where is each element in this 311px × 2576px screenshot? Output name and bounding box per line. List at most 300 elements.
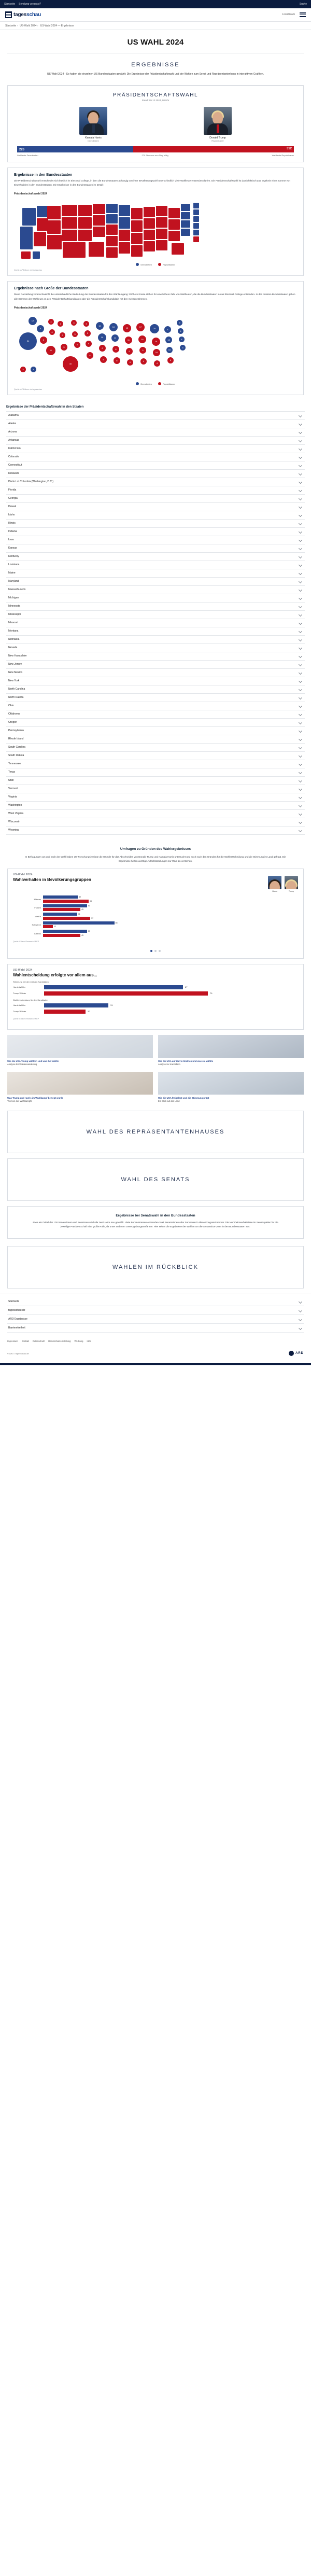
chevron-down-icon: [299, 571, 302, 575]
chevron-down-icon: [299, 522, 302, 525]
footer-strip: [0, 1363, 311, 1365]
teaser-title[interactable]: Wie die USA auf Harris blickten und was sie wählte: [158, 1059, 214, 1062]
accordion-row[interactable]: [6, 544, 305, 553]
ard-dot-icon: [289, 1351, 294, 1356]
map1-source: Quelle: AP/Edison via tagesschau: [14, 269, 42, 272]
reason-value: 31: [110, 1004, 113, 1007]
map1-title: Ergebnisse in den Bundesstaaten: [14, 173, 73, 177]
legend-dem: Demokraten: [140, 263, 152, 267]
accordion-row[interactable]: [6, 694, 305, 702]
accordion-row-label: Oregon: [8, 721, 17, 724]
group-row: [13, 921, 298, 929]
breadcrumb: [0, 22, 311, 30]
group-row: [13, 904, 298, 912]
group-dem-value: 86: [115, 921, 118, 924]
group-label: Latinos: [34, 932, 41, 935]
teaser-grid: [7, 1035, 304, 1103]
chevron-down-icon: [299, 1318, 302, 1321]
accordion-row[interactable]: [6, 702, 305, 710]
footer-row[interactable]: [7, 1306, 304, 1315]
chevron-down-icon: [299, 538, 302, 542]
candidate-duel: [8, 107, 303, 142]
topbar-link-sendung[interactable]: Sendung verpasst?: [19, 3, 41, 6]
chevron-down-icon: [299, 464, 302, 467]
group-label: Männer: [34, 898, 41, 901]
candidate-party: Demokraten: [88, 139, 99, 142]
accordion-row-label: Illinois: [8, 522, 16, 525]
voting-behaviour-card: [7, 869, 304, 959]
accordion-row[interactable]: [6, 661, 305, 669]
chevron-down-icon: [299, 1326, 302, 1330]
footer-link[interactable]: Werbung: [74, 1340, 83, 1343]
candidate-harris: [70, 107, 117, 142]
decision-reason-card: [7, 964, 304, 1030]
accordion-row-label: Idaho: [8, 513, 15, 517]
group-label: Schwarze: [32, 923, 41, 927]
accordion-row[interactable]: [6, 810, 305, 818]
chevron-down-icon: [299, 795, 302, 799]
harris-electoral-votes: 226: [19, 148, 25, 151]
card2-kicker: US-Wahl 2024: [13, 968, 33, 972]
chevron-down-icon: [299, 679, 302, 683]
group-row: [13, 913, 298, 920]
accordion-row[interactable]: [6, 553, 305, 561]
chevron-down-icon: [299, 563, 302, 567]
footer-row[interactable]: [7, 1324, 304, 1333]
group-dem-value: 42: [79, 896, 81, 899]
card1-head: Wahlverhalten in Bevölkerungsgruppen: [13, 877, 91, 883]
bubble-map-module: [7, 281, 304, 395]
accordion-row-label: Texas: [8, 771, 16, 774]
chevron-down-icon: [299, 414, 302, 417]
group-dem-value: 41: [78, 913, 80, 916]
chevron-down-icon: [299, 580, 302, 583]
accordion-row[interactable]: [6, 437, 305, 445]
accordion-row[interactable]: [6, 520, 305, 528]
accordion-row-label: Vermont: [8, 787, 18, 791]
candidate-party: Republikaner: [211, 139, 224, 142]
accordion-row-label: Wisconsin: [8, 820, 20, 824]
accordion-row[interactable]: [6, 744, 305, 752]
states-accordion: [6, 411, 305, 835]
electoral-bar-wrap: [8, 142, 303, 162]
accordion-row-label: Maryland: [8, 580, 19, 583]
chevron-down-icon: [299, 555, 302, 558]
accordion-row-label: Missouri: [8, 621, 18, 625]
accordion-row[interactable]: [6, 495, 305, 503]
candidate-name: Kamala Harris: [85, 136, 102, 139]
teaser-subtitle: Ein Blick auf das Land: [158, 1100, 180, 1103]
chevron-down-icon: [299, 547, 302, 550]
accordion-row[interactable]: [6, 511, 305, 520]
chevron-down-icon: [299, 721, 302, 724]
states-accordion-title: Ergebnisse der Präsidentschaftswahl in den Staaten: [6, 405, 84, 409]
accordion-row[interactable]: [6, 760, 305, 768]
accordion-row-label: Arkansas: [8, 439, 19, 442]
footer-row-label: Barrierefreiheit: [8, 1326, 25, 1330]
breadcrumb-item-1[interactable]: US-Wahl 2024 ›: [20, 24, 38, 27]
chevron-down-icon: [299, 704, 302, 708]
carousel-dots[interactable]: [13, 947, 298, 953]
chevron-down-icon: [299, 688, 302, 691]
reason-label: Harris Wähler: [13, 986, 26, 989]
accordion-row-label: Iowa: [8, 538, 14, 542]
accordion-row-label: New Jersey: [8, 663, 22, 666]
legend-rep: Republikaner: [163, 263, 175, 267]
chevron-down-icon: [299, 812, 302, 816]
chevron-down-icon: [299, 447, 302, 451]
accordion-row-label: North Dakota: [8, 696, 24, 699]
legend-rep: Republikaner: [163, 382, 175, 385]
accordion-row[interactable]: [6, 428, 305, 437]
accordion-row-label: Ohio: [8, 704, 14, 708]
teaser-thumbnail: [7, 1035, 153, 1058]
chevron-down-icon: [299, 422, 302, 426]
chevron-down-icon: [299, 472, 302, 475]
senate-text: Etwa ein Drittel der 100 Senatorinnen und Senatoren wird alle zwei Jahre neu gewählt. Viele Bundesstaaten entsenden zwei Senatorinnen oder Senatoren in diese Kongresskammer. Die Mehrheitsverhältnisse im Senat spielen für die jeweilige Präsidentschaft eine große Rolle, da unter anderem Gesetzgebungsverfahren. Hier sehen die Ergebnisse der Wahlen um die Senatssitze 2024 in den Bundesstaaten aus:: [33, 1221, 278, 1228]
group-label: Frauen: [34, 906, 41, 909]
chevron-down-icon: [299, 596, 302, 600]
accordion-row-label: Rhode Island: [8, 737, 24, 741]
accordion-row[interactable]: [6, 627, 305, 636]
footer-rows: [0, 1294, 311, 1336]
accordion-row-label: South Carolina: [8, 746, 26, 749]
accordion-row-label: Kentucky: [8, 555, 19, 558]
card2-sub2: Wahlentscheidung für den Kandidaten: [13, 998, 48, 1001]
accordion-row-label: Maine: [8, 571, 16, 575]
accordion-row-label: Delaware: [8, 472, 20, 475]
footer-links: [0, 1336, 311, 1347]
accordion-row-label: Pennsylvania: [8, 729, 24, 733]
page-title: US WAHL 2024: [127, 38, 184, 47]
accordion-row[interactable]: [6, 727, 305, 735]
group-dem-value: 53: [88, 904, 90, 907]
umfragen-text: In Befragungen am und nach der Wahl haben US-Forschungsinstitute die Gründe für das Abschneiden von Donald Trump und Kamala Harris untersucht und auch nach den Gründen für die Wahlentscheidung und die Stimmung im Land gefragt. Die Ergebnisse helfen wichtige Aufschlüsselungen zur Wahl zu verstehen.: [25, 855, 286, 863]
candidate-trump: [194, 107, 241, 142]
teaser-item[interactable]: [7, 1072, 153, 1103]
senate-results-block: [7, 1206, 304, 1239]
carousel-dot-1[interactable]: [150, 950, 152, 952]
mini-candidate-name: Harris: [272, 890, 277, 893]
us-choropleth-map[interactable]: [13, 198, 298, 260]
chevron-down-icon: [299, 820, 302, 824]
accordion-row[interactable]: [6, 677, 305, 685]
teaser-title[interactable]: Wie die USA freigelegt und die Stimmung prägt: [158, 1096, 209, 1099]
accordion-row-label: New Mexico: [8, 671, 23, 675]
card2-rows-group-a: [13, 985, 298, 996]
accordion-row-label: Washington: [8, 804, 22, 807]
accordion-row[interactable]: [6, 827, 305, 835]
map2-title: Ergebnisse nach Größe der Bundesstaaten: [14, 287, 89, 291]
candidate-name: Donald Trump: [209, 136, 226, 139]
chevron-down-icon: [299, 779, 302, 782]
map2-label: Präsidentschaftswahl 2024: [14, 306, 47, 310]
accordion-row[interactable]: [6, 478, 305, 486]
accordion-row[interactable]: [6, 818, 305, 827]
site-header: [0, 8, 311, 22]
avatar: [204, 107, 232, 135]
bar-right-label: Wahlleute Republikaner: [272, 153, 294, 157]
search-icon[interactable]: Suche: [299, 3, 307, 6]
accordion-row-label: Hawaii: [8, 505, 17, 509]
chevron-down-icon: [299, 588, 302, 592]
accordion-row[interactable]: [6, 470, 305, 478]
chevron-down-icon: [299, 663, 302, 666]
bar-left-label: Wahlleute Demokraten: [17, 153, 38, 157]
reason-label: Trump Wähler: [13, 992, 26, 995]
house-section: WAHL DES REPRÄSENTANTENHAUSES: [7, 1111, 304, 1153]
teaser-thumbnail: [158, 1035, 304, 1058]
accordion-row[interactable]: [6, 611, 305, 619]
chevron-down-icon: [299, 513, 302, 517]
accordion-row-label: Colorado: [8, 455, 19, 459]
avatar: [79, 107, 107, 135]
carousel-dot-2[interactable]: [154, 950, 157, 952]
accordion-row[interactable]: [6, 669, 305, 677]
accordion-row-label: Alabama: [8, 414, 19, 417]
breadcrumb-item-0[interactable]: Startseite ›: [5, 24, 18, 27]
card2-head: Wahlentscheidung erfolgte vor allem aus...: [13, 972, 97, 977]
reason-label: Harris Wähler: [13, 1004, 26, 1007]
map1-label: Präsidentschaftswahl 2024: [14, 192, 47, 196]
reason-row: [13, 991, 298, 996]
footer-link[interactable]: Hilfe: [87, 1340, 91, 1343]
mini-candidate-harris: [268, 876, 281, 892]
accordion-row[interactable]: [6, 768, 305, 777]
chevron-down-icon: [299, 605, 302, 608]
footer-row[interactable]: [7, 1297, 304, 1306]
ard-label: ARD: [295, 1352, 304, 1355]
accordion-row[interactable]: [6, 752, 305, 760]
accordion-row-label: Tennessee: [8, 762, 21, 766]
accordion-row-label: New York: [8, 679, 20, 683]
accordion-row[interactable]: [6, 461, 305, 470]
logo[interactable]: [5, 11, 41, 18]
footer-row-label: ARD Ergebnisse: [8, 1318, 27, 1321]
footer-link[interactable]: Kontakt: [21, 1340, 29, 1343]
accordion-row[interactable]: [6, 486, 305, 495]
accordion-row[interactable]: [6, 802, 305, 810]
chevron-down-icon: [299, 530, 302, 534]
chevron-down-icon: [299, 671, 302, 675]
chevron-down-icon: [299, 771, 302, 774]
accordion-row-label: South Dakota: [8, 754, 24, 758]
footer-row-label: Startseite: [8, 1300, 20, 1304]
group-rep-value: 45: [81, 908, 83, 911]
teaser-item[interactable]: [158, 1072, 304, 1103]
senate-title: Ergebnisse bei Senatswahl in den Bundesstaaten: [116, 1213, 195, 1217]
group-row: [13, 930, 298, 937]
accordion-row[interactable]: [6, 453, 305, 461]
accordion-row[interactable]: [6, 586, 305, 594]
accordion-row[interactable]: [6, 536, 305, 544]
mini-candidate-name: Trump: [288, 890, 294, 893]
accordion-row-label: Massachusetts: [8, 588, 26, 592]
trump-electoral-votes: 312: [286, 147, 292, 150]
teaser-subtitle: Analyse zur Kandidatin: [158, 1063, 180, 1066]
accordion-row-label: Montana: [8, 629, 19, 633]
accordion-row-label: Mississippi: [8, 613, 21, 617]
reason-value: 79: [210, 992, 213, 995]
chevron-down-icon: [299, 646, 302, 650]
footer-link[interactable]: Impressum: [7, 1340, 18, 1343]
ergebnisse-heading: ERGEBNISSE: [131, 62, 180, 68]
utility-topbar: [0, 0, 311, 8]
bar-needed-label: 270 Stimmen zum Sieg nötig: [142, 153, 168, 157]
card2-source: Quelle: Edison Research / NEP: [13, 1017, 39, 1020]
teaser-item[interactable]: [7, 1035, 153, 1067]
accordion-row-label: Virginia: [8, 795, 17, 799]
presidential-heading: PRÄSIDENTSCHAFTSWAHL: [112, 92, 199, 98]
accordion-row[interactable]: [6, 561, 305, 569]
teaser-subtitle: Analyse der Wählerwanderung: [7, 1063, 37, 1066]
chevron-down-icon: [299, 480, 302, 484]
accordion-row[interactable]: [6, 652, 305, 661]
state-map-module: [7, 167, 304, 276]
logo-suffix: schau: [26, 12, 41, 18]
accordion-row-label: Michigan: [8, 596, 19, 600]
accordion-row[interactable]: [6, 503, 305, 511]
teaser-subtitle: Themen des Wahlkampfs: [7, 1100, 32, 1103]
accordion-row[interactable]: [6, 636, 305, 644]
chevron-down-icon: [299, 829, 302, 832]
accordion-row[interactable]: [6, 445, 305, 453]
chevron-down-icon: [299, 787, 302, 791]
accordion-row-label: Indiana: [8, 530, 17, 534]
card2-rows-group-b: [13, 1003, 298, 1014]
accordion-row-label: Utah: [8, 779, 14, 782]
accordion-row[interactable]: [6, 528, 305, 536]
accordion-row-label: Nevada: [8, 646, 18, 650]
chevron-down-icon: [299, 505, 302, 509]
chevron-down-icon: [299, 439, 302, 442]
accordion-row[interactable]: [6, 578, 305, 586]
accordion-row-label: Georgia: [8, 497, 18, 500]
accordion-row[interactable]: [6, 603, 305, 611]
teaser-thumbnail: [7, 1072, 153, 1095]
site-footer: [0, 1294, 311, 1365]
ard-logo: [289, 1351, 304, 1356]
accordion-row[interactable]: [6, 719, 305, 727]
card2-sub1: Stimmung bei den meisten Kandidaten: [13, 980, 49, 983]
reason-row: [13, 1003, 298, 1007]
footer-link[interactable]: Datenschutz: [32, 1340, 45, 1343]
accordion-row-label: Louisiana: [8, 563, 20, 567]
topbar-left: [4, 3, 41, 6]
chevron-down-icon: [299, 712, 302, 716]
accordion-row-label: Kansas: [8, 547, 17, 550]
footer-link[interactable]: Datenschutzeinstellung: [48, 1340, 71, 1343]
chevron-down-icon: [299, 488, 302, 492]
accordion-row-label: Kalifornien: [8, 447, 21, 451]
accordion-row-label: New Hampshire: [8, 654, 27, 658]
teaser-item[interactable]: [158, 1035, 304, 1067]
electoral-bar: [17, 146, 294, 152]
us-bubble-map[interactable]: 54 12 8 6 4 4 11 4 3 5 40 3 3 6 3 5 6 8 10 19 6 8 10 11 8 6 15 11 9 6 17 16 9 4 28 19 16 4 4 13 10 6 3 4 4 3 3 4: [13, 312, 298, 379]
accordion-row[interactable]: [6, 710, 305, 719]
card1-source: Quelle: Edison Research / NEP: [13, 940, 39, 943]
carousel-dot-3[interactable]: [159, 950, 161, 952]
accordion-row-label: Minnesota: [8, 605, 21, 608]
chevron-down-icon: [299, 737, 302, 741]
accordion-row[interactable]: [6, 619, 305, 627]
accordion-row[interactable]: [6, 785, 305, 793]
rueckblick-section: WAHLEN IM RÜCKBLICK: [7, 1246, 304, 1289]
chevron-down-icon: [299, 1300, 302, 1304]
logo-mark-icon: [5, 11, 12, 18]
header-right: [282, 11, 306, 18]
accordion-row-label: North Carolina: [8, 688, 25, 691]
accordion-row-label: Arizona: [8, 430, 17, 434]
mini-candidate-trump: [285, 876, 298, 892]
accordion-row[interactable]: [6, 412, 305, 420]
umfragen-title: Umfragen zu Gründen des Wahlergebnisses: [120, 847, 191, 851]
logo-prefix: tages: [13, 12, 27, 18]
topbar-right: [300, 3, 307, 6]
group-label: Weiße: [35, 915, 41, 918]
footer-row[interactable]: [7, 1315, 304, 1324]
reason-value: 67: [185, 986, 188, 989]
accordion-row-label: District of Columbia (Washington, D.C.): [8, 480, 54, 484]
map2-legend: [8, 379, 303, 386]
reason-row: [13, 1010, 298, 1014]
chevron-down-icon: [299, 613, 302, 617]
chevron-down-icon: [299, 1309, 302, 1312]
teaser-title[interactable]: Was Trump und Harris im Wahlkampf bewegt wurde: [7, 1096, 63, 1099]
accordion-row[interactable]: [6, 644, 305, 652]
accordion-row-label: Oklahoma: [8, 712, 20, 716]
presidential-result-module: [7, 86, 304, 162]
footer-row-label: tagesschau.de: [8, 1309, 25, 1312]
accordion-row[interactable]: [6, 793, 305, 802]
accordion-row-label: West Virginia: [8, 812, 24, 816]
map1-legend: [8, 260, 303, 267]
accordion-row-label: Nebraska: [8, 638, 20, 641]
map2-text: Diese Darstellung veranschaulicht die unterschiedliche Bedeutung der Bundesstaaten für den Wahlausgang: Größere Kreise stehen für eine höhere Zahl von Wahlleuten, die die Bundesstaaten in das Electoral College entsenden. In den meisten Bundesstaaten gehen alle Stimmen der Wahlleute an den Präsidentschaftskandidaten oder die Präsidentschaftskandidatin mit den meisten Stimmen.: [14, 293, 295, 300]
accordion-row[interactable]: [6, 420, 305, 428]
accordion-row-label: Florida: [8, 488, 17, 492]
chevron-down-icon: [299, 430, 302, 434]
group-rep-value: 57: [91, 917, 94, 919]
livestream-label[interactable]: Livestream: [282, 13, 295, 17]
accordion-row[interactable]: [6, 594, 305, 603]
map2-source: Quelle: AP/Edison via tagesschau: [14, 388, 42, 390]
reason-value: 20: [88, 1010, 90, 1013]
map1-text: Die Präsidentschaftswahl entscheidet sich letztlich im Electoral College, in dem die Bundesstaaten abhängig von ihrer Bevölkerungszahl unterschiedlich viele Wahlleute entsenden dürfen. Die Präsidentschaftswahl ist damit faktisch aus Ergebnis einer Summe von Einzelwahlen in den Bundesstaaten. Die Ergebnisse in den Bundesstaaten im Detail:: [14, 179, 290, 187]
accordion-row[interactable]: [6, 777, 305, 785]
accordion-row-label: Wyoming: [8, 829, 19, 832]
chevron-down-icon: [299, 621, 302, 625]
group-rep-value: 12: [54, 926, 56, 928]
accordion-row[interactable]: [6, 569, 305, 578]
reason-row: [13, 985, 298, 989]
legend-dem: Demokraten: [140, 382, 152, 385]
accordion-row[interactable]: [6, 685, 305, 694]
teaser-title[interactable]: Wie die USA Trump wählten und was ihn wählte: [7, 1059, 59, 1062]
accordion-row-label: Alaska: [8, 422, 17, 426]
chevron-down-icon: [299, 638, 302, 641]
card1-kicker: US-Wahl 2024: [13, 873, 33, 877]
presidential-timestamp: Stand: 05.12.2024, 08 Uhr: [142, 99, 169, 102]
group-dem-value: 53: [88, 930, 90, 933]
chevron-down-icon: [299, 629, 302, 633]
chevron-down-icon: [299, 497, 302, 500]
teaser-thumbnail: [158, 1072, 304, 1095]
accordion-row[interactable]: [6, 735, 305, 744]
topbar-link-startseite[interactable]: Startseite: [4, 3, 16, 6]
menu-icon[interactable]: [300, 11, 306, 18]
chevron-down-icon: [299, 804, 302, 807]
